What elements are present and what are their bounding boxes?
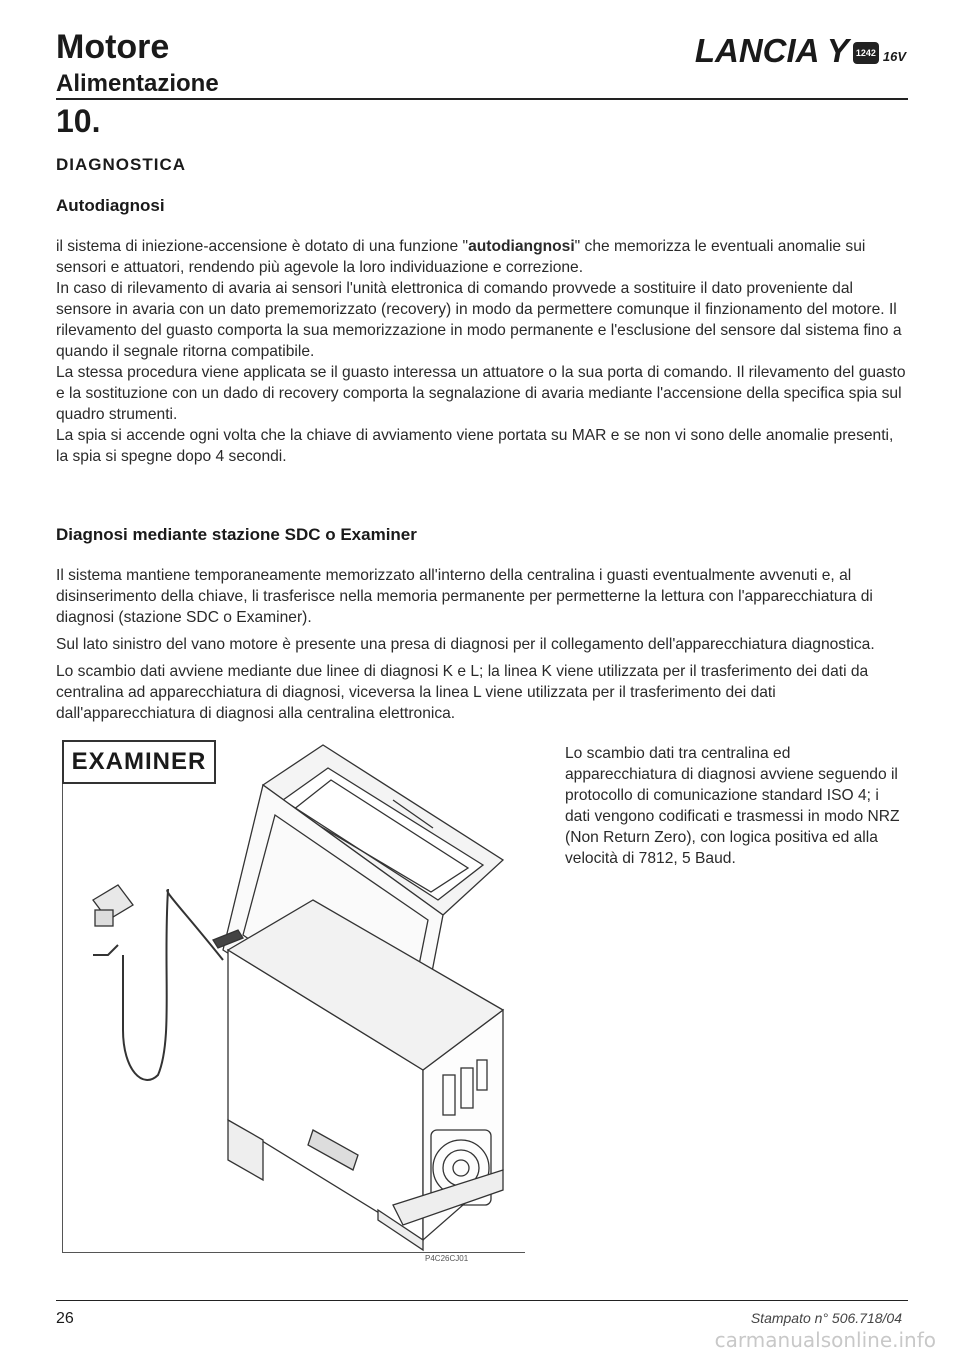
- brand-name: LANCIA Y: [694, 32, 849, 69]
- figure-label: EXAMINER: [62, 740, 216, 784]
- header-rule: [56, 98, 908, 100]
- figure-code: P4C26CJ01: [425, 1254, 469, 1263]
- paragraph: La stessa procedura viene applicata se il guasto interessa un attuatore o la sua porta di comando. Il rilevamento del guasto e la sostituzione con un dado di recovery comporta la segnalazione di avaria mediante l'accensione della specifica spia sul quadro strumenti.: [56, 364, 906, 423]
- subsection-heading-autodiagnosi: Autodiagnosi: [56, 196, 165, 215]
- brand-suffix: 16V: [882, 49, 906, 64]
- section-heading: DIAGNOSTICA: [56, 155, 186, 174]
- examiner-device-illustration: [63, 740, 525, 1252]
- subsection-heading-diagnosi-sdc: Diagnosi mediante stazione SDC o Examiner: [56, 525, 417, 544]
- examiner-figure: [62, 740, 525, 1253]
- page-title: Motore: [56, 28, 170, 66]
- page-number: 26: [56, 1310, 74, 1327]
- paragraph: Lo scambio dati avviene mediante due linee di diagnosi K e L; la linea K viene utilizzata per il trasferimento dei dati da centralina ad apparecchiatura di diagnosi, viceversa la linea L viene utilizzata per il trasferimento dei dati dall'apparecchiatura di diagnosi alla centralina elettronica.: [56, 663, 869, 722]
- print-stamp: Stampato n° 506.718/04: [750, 1310, 902, 1326]
- paragraph: il sistema di iniezione-accensione è dotato di una funzione "autodiangnosi" che memorizza le eventuali anomalie sui sensori e attuatori, rendendo più agevole la loro individuazione e correzione.: [56, 238, 866, 276]
- section-number: 10.: [56, 103, 101, 139]
- paragraph: Il sistema mantiene temporaneamente memorizzato all'interno della centralina i guasti eventualmente avvenuti e, al disinserimento della chiave, li trasferisce nella memoria permanente per permetterne la lettura con l'apparecchiatura di diagnosi (stazione SDC o Examiner).: [56, 567, 873, 626]
- footer-rule: [56, 1300, 908, 1301]
- watermark: carmanualsonline.info: [714, 1328, 936, 1352]
- diagnosi-sdc-text: [56, 565, 906, 724]
- paragraph: Sul lato sinistro del vano motore è presente una presa di diagnosi per il collegamento dell'apparecchiatura diagnostica.: [56, 636, 875, 653]
- autodiagnosi-text: [56, 236, 906, 467]
- brand-logo: [695, 32, 906, 70]
- paragraph: In caso di rilevamento di avaria ai sensori l'unità elettronica di comando provvede a sostituire il dato proveniente dal sensore in avaria con un dato prememorizzato (recovery) in modo da permettere comunque il finzionamento del motore. Il rilevamento del guasto comporta la sua memorizzazione in modo permanente e l'esclusione del sensore dal sistema fino a quando il segnale ritorna compatibile.: [56, 280, 902, 360]
- page-subtitle: Alimentazione: [56, 70, 219, 97]
- protocol-text: Lo scambio dati tra centralina ed apparecchiatura di diagnosi avviene seguendo il protocollo di comunicazione standard ISO 4; i dati vengono codificati e trasmessi in modo NRZ (Non Return Zero), con logica positiva ed alla velocità di 7812, 5 Baud.: [565, 745, 900, 867]
- engine-badge-icon: 1242: [853, 42, 879, 64]
- paragraph: La spia si accende ogni volta che la chiave di avviamento viene portata su MAR e se non vi sono delle anomalie presenti, la spia si spegne dopo 4 secondi.: [56, 427, 894, 465]
